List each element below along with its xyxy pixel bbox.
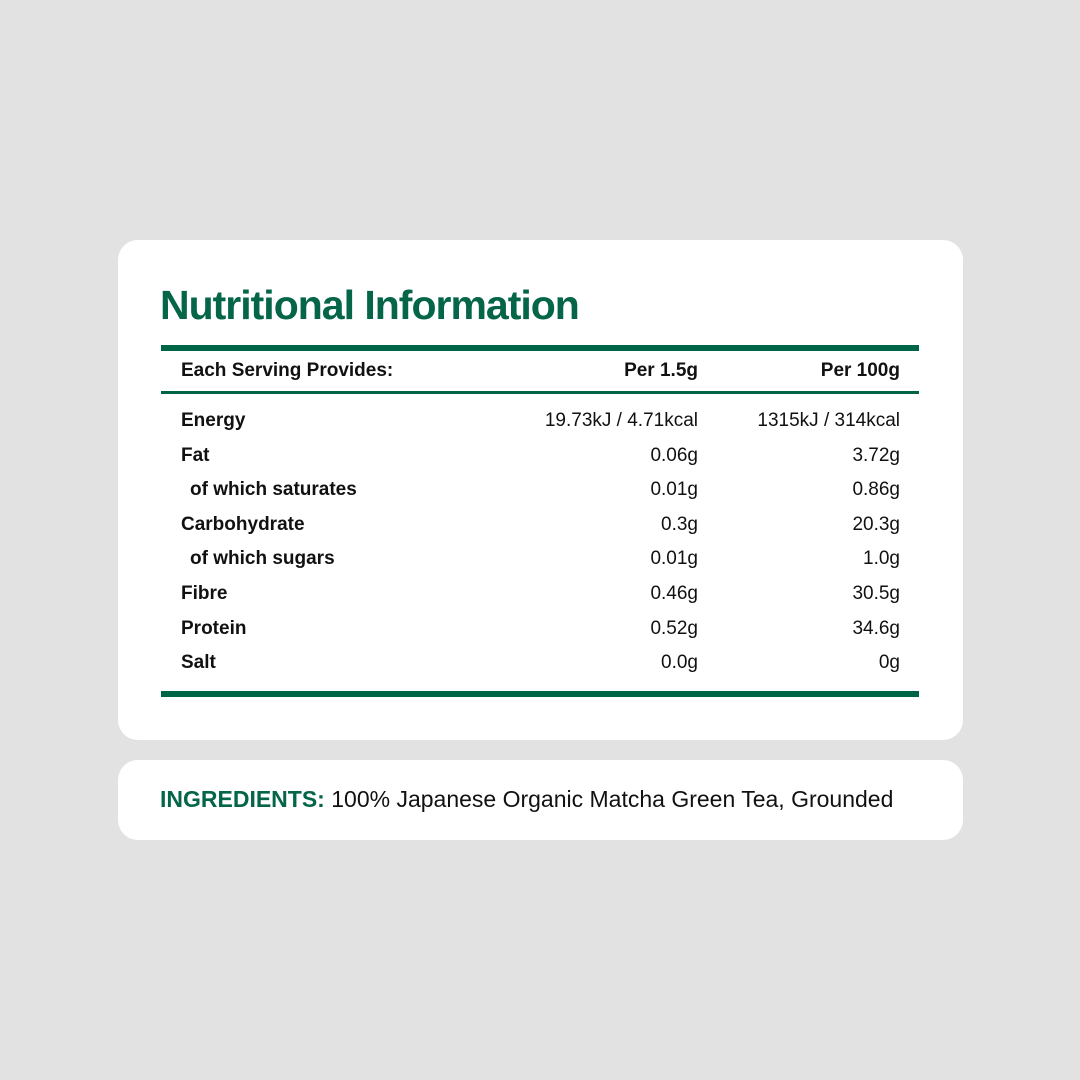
row-value-per-serving: 0.01g <box>650 479 698 501</box>
row-label: of which sugars <box>190 548 335 570</box>
table-row-sugars <box>161 542 919 577</box>
row-label: Protein <box>181 617 247 639</box>
row-label: Fat <box>181 444 210 466</box>
row-label: of which saturates <box>190 479 357 501</box>
nutrition-card <box>118 240 963 740</box>
row-value-per-serving: 0.06g <box>650 444 698 466</box>
table-row-salt <box>161 646 919 681</box>
table-row-carbohydrate <box>161 508 919 543</box>
ingredients-text: 100% Japanese Organic Matcha Green Tea, Grounded <box>331 786 894 812</box>
table-row-fat <box>161 439 919 474</box>
table-header-row <box>161 351 919 391</box>
row-value-per-100g: 1315kJ / 314kcal <box>757 410 900 431</box>
nutrition-table <box>161 345 919 697</box>
table-bottom-rule <box>161 691 919 697</box>
ingredients-line <box>160 760 893 840</box>
table-row-protein <box>161 612 919 647</box>
row-value-per-100g: 0g <box>878 652 900 674</box>
row-value-per-serving: 0.52g <box>650 617 698 639</box>
row-label: Carbohydrate <box>181 513 305 535</box>
row-label: Energy <box>181 410 246 431</box>
row-value-per-100g: 20.3g <box>852 513 900 535</box>
header-label: Each Serving Provides: <box>181 360 394 381</box>
row-value-per-serving: 19.73kJ / 4.71kcal <box>544 410 698 431</box>
table-body <box>161 394 919 691</box>
row-value-per-serving: 0.46g <box>650 582 698 604</box>
row-value-per-100g: 3.72g <box>852 444 900 466</box>
row-value-per-100g: 30.5g <box>852 582 900 604</box>
row-value-per-100g: 1.0g <box>863 548 900 570</box>
header-per-serving: Per 1.5g <box>624 360 698 381</box>
header-per-100g: Per 100g <box>820 360 900 381</box>
ingredients-card <box>118 760 963 840</box>
row-label: Salt <box>181 652 216 674</box>
page-title: Nutritional Information <box>160 282 579 328</box>
ingredients-label: INGREDIENTS: <box>160 786 325 812</box>
row-value-per-serving: 0.0g <box>661 652 698 674</box>
row-value-per-serving: 0.01g <box>650 548 698 570</box>
row-value-per-serving: 0.3g <box>661 513 698 535</box>
row-value-per-100g: 34.6g <box>852 617 900 639</box>
row-label: Fibre <box>181 582 228 604</box>
table-row-energy <box>161 404 919 439</box>
row-value-per-100g: 0.86g <box>852 479 900 501</box>
table-row-saturates <box>161 473 919 508</box>
table-row-fibre <box>161 577 919 612</box>
